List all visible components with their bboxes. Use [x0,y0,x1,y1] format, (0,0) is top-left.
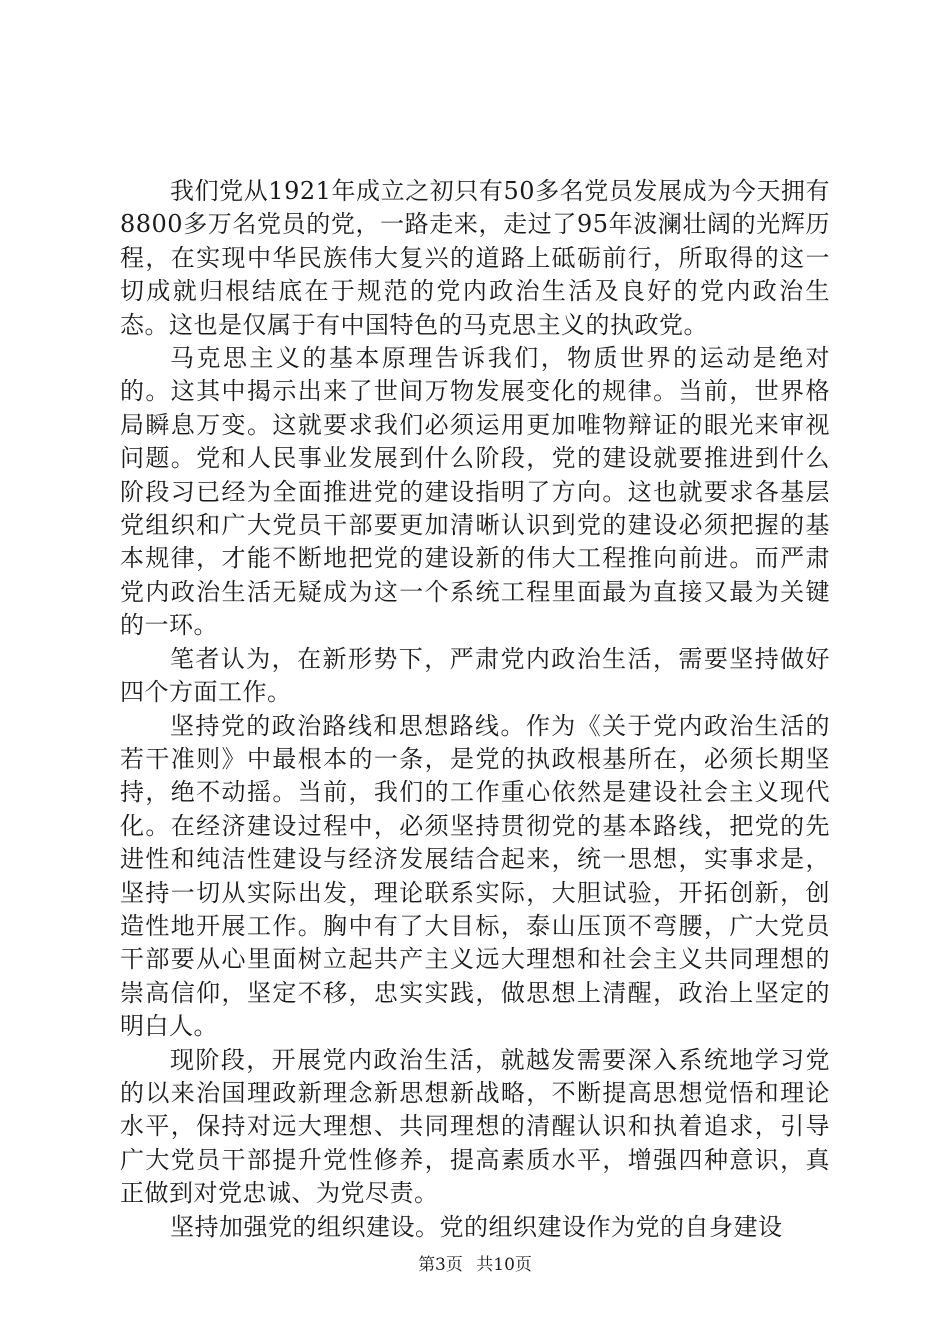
paragraph: 坚持加强党的组织建设。党的组织建设作为党的自身建设 [170,1212,783,1241]
paragraph: 现阶段，开展党内政治生活，就越发需要深入系统地学习党的以来治国理政新理念新思想新战略，不断提高思想觉悟和理论水平，保持对远大理想、共同理想的清醒认识和执着追求，引导广大党员干部提升党性修养，提高素质水平，增强四种意识，真正做到对党忠诚、为党尽责。 [120,1045,830,1208]
page-footer [0,1250,950,1275]
document-body [120,175,830,1244]
paragraph: 笔者认为，在新形势下，严肃党内政治生活，需要坚持做好四个方面工作。 [120,644,830,707]
paragraph: 马克思主义的基本原理告诉我们，物质世界的运动是绝对的。这其中揭示出来了世间万物发展变化的规律。当前，世界格局瞬息万变。这就要求我们必须运用更加唯物辩证的眼光来审视问题。党和人民事业发展到什么阶段，党的建设就要推进到什么阶段习已经为全面推进党的建设指明了方向。这也就要求各基层党组织和广大党员干部要更加清晰认识到党的建设必须把握的基本规律，才能不断地把党的建设新的伟大工程推向前进。而严肃党内政治生活无疑成为这一个系统工程里面最为直接又最为关键的一环。 [120,344,830,640]
paragraph: 我们党从1921年成立之初只有50多名党员发展成为今天拥有8800多万名党员的党，一路走来，走过了95年波澜壮阔的光辉历程，在实现中华民族伟大复兴的道路上砥砺前行，所取得的这一切成就归根结底在于规范的党内政治生活及良好的党内政治生态。这也是仅属于有中国特色的马克思主义的执政党。 [120,177,830,339]
page-number: 第3页 [418,1255,463,1275]
page-total: 共10页 [476,1255,532,1275]
paragraph: 坚持党的政治路线和思想路线。作为《关于党内政治生活的若干准则》中最根本的一条，是党的执政根基所在，必须长期坚持，绝不动摇。当前，我们的工作重心依然是建设社会主义现代化。在经济建设过程中，必须坚持贯彻党的基本路线，把党的先进性和纯洁性建设与经济发展结合起来，统一思想，实事求是，坚持一切从实际出发，理论联系实际，大胆试验，开拓创新，创造性地开展工作。胸中有了大目标，泰山压顶不弯腰，广大党员干部要从心里面树立起共产主义远大理想和社会主义共同理想的崇高信仰，坚定不移，忠实实践，做思想上清醒，政治上坚定的明白人。 [120,711,830,1041]
